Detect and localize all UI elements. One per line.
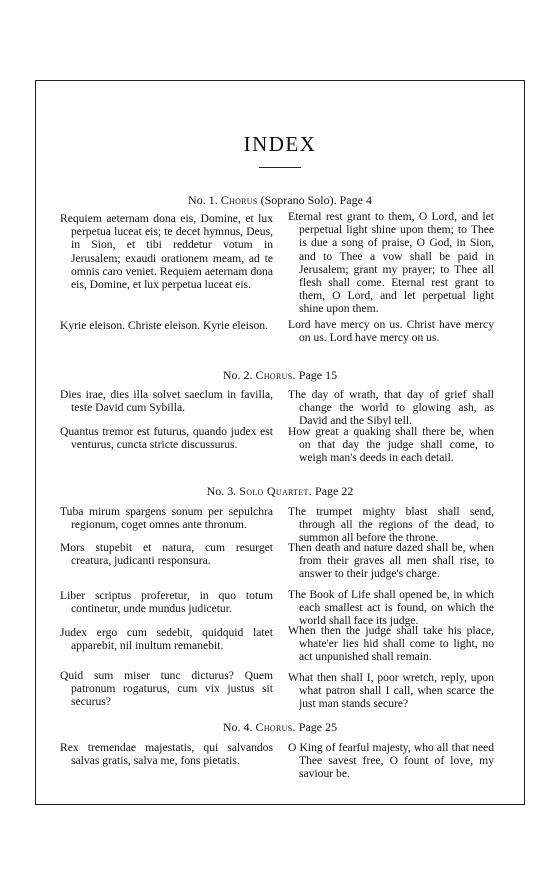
english-text: The trumpet mighty blast shall send, through all the regions of the dead, to summon all before the throne. — [288, 505, 494, 545]
section-heading-4 — [0, 720, 560, 735]
english-text: Then death and nature dazed shall be, when from their graves all men shall rise, to answer to their judge's charge. — [288, 541, 494, 581]
latin-text: Quantus tremor est futurus, quando judex est venturus, cuncta stricte discussurus. — [60, 425, 273, 452]
section-kind: Chorus. — [255, 368, 296, 382]
latin-text: Dies irae, dies illa solvet saeclum in favilla, teste David cum Sybilla. — [60, 388, 273, 415]
section-detail: (Soprano Solo). — [260, 193, 337, 207]
latin-text: Mors stupebit et natura, cum resurget creatura, judicanti responsura. — [60, 541, 273, 568]
section-number: No. 3. — [206, 484, 237, 498]
english-text: What then shall I, poor wretch, reply, upon what patron shall I call, when scarce the just man stands secure? — [288, 671, 494, 711]
latin-text: Tuba mirum spargens sonum per sepulchra regionum, coget omnes ante thronum. — [60, 505, 273, 532]
section-number: No. 2. — [222, 368, 253, 382]
section-heading-1 — [0, 193, 560, 208]
section-number: No. 1. — [188, 193, 218, 207]
section-page: Page 25 — [298, 720, 338, 734]
title-rule — [259, 167, 301, 168]
latin-text: Rex tremendae majestatis, qui salvandos salvas gratis, salva me, fons pietatis. — [60, 741, 273, 768]
page-title: INDEX — [243, 132, 317, 156]
section-heading-3 — [0, 484, 560, 499]
english-text: Lord have mercy on us. Christ have mercy on us. Lord have mercy on us. — [288, 318, 494, 345]
section-kind: Chorus. — [255, 720, 296, 734]
english-text: The day of wrath, that day of grief shall change the world to glowing ash, as David and the Sibyl tell. — [288, 388, 494, 428]
latin-text: Requiem aeternam dona eis, Domine, et lux perpetua luceat eis; te decet hymnus, Deus, in Sion, et tibi reddetur votum in Jerusalem; exaudi orationem meam, ad te omnis caro veniet. Requiem aeternam dona eis, Domine, et lux perpetua luceat eis. — [60, 212, 273, 292]
section-heading-2 — [0, 368, 560, 383]
latin-text: Kyrie eleison. Christe eleison. Kyrie eleison. — [60, 319, 268, 332]
english-text: Eternal rest grant to them, O Lord, and let perpetual light shine upon them; to Thee is due a song of praise, O God, in Sion, and to Thee a vow shall be paid in Jerusalem; grant my prayer; to Thee all flesh shall come. Eternal rest grant to them, O Lord, and let perpetual light shine upon them. — [288, 210, 494, 316]
english-text: How great a quaking shall there be, when on that day the judge shall come, to weigh man's deeds in each detail. — [288, 425, 494, 465]
section-kind: Chorus — [220, 193, 258, 207]
section-page: Page 4 — [339, 193, 372, 207]
latin-text: Judex ergo cum sedebit, quidquid latet apparebit, nil inultum remanebit. — [60, 626, 273, 653]
section-page: Page 22 — [315, 484, 354, 498]
english-text: The Book of Life shall opened be, in which each smallest act is found, on which the world shall face its judge. — [288, 588, 494, 628]
section-number: No. 4. — [222, 720, 253, 734]
english-text: O King of fearful majesty, who all that need Thee savest free, O fount of love, my saviour be. — [288, 741, 494, 781]
latin-text: Quid sum miser tunc dicturus? Quem patronum rogaturus, cum vix justus sit securus? — [60, 669, 273, 709]
section-kind: Solo Quartet. — [239, 484, 313, 498]
latin-text: Liber scriptus proferetur, in quo totum continetur, unde mundus judicetur. — [60, 589, 273, 616]
english-text: When then the judge shall take his place, whate'er lies hid shall come to light, no act unpunished shall remain. — [288, 624, 494, 664]
section-page: Page 15 — [298, 368, 338, 382]
